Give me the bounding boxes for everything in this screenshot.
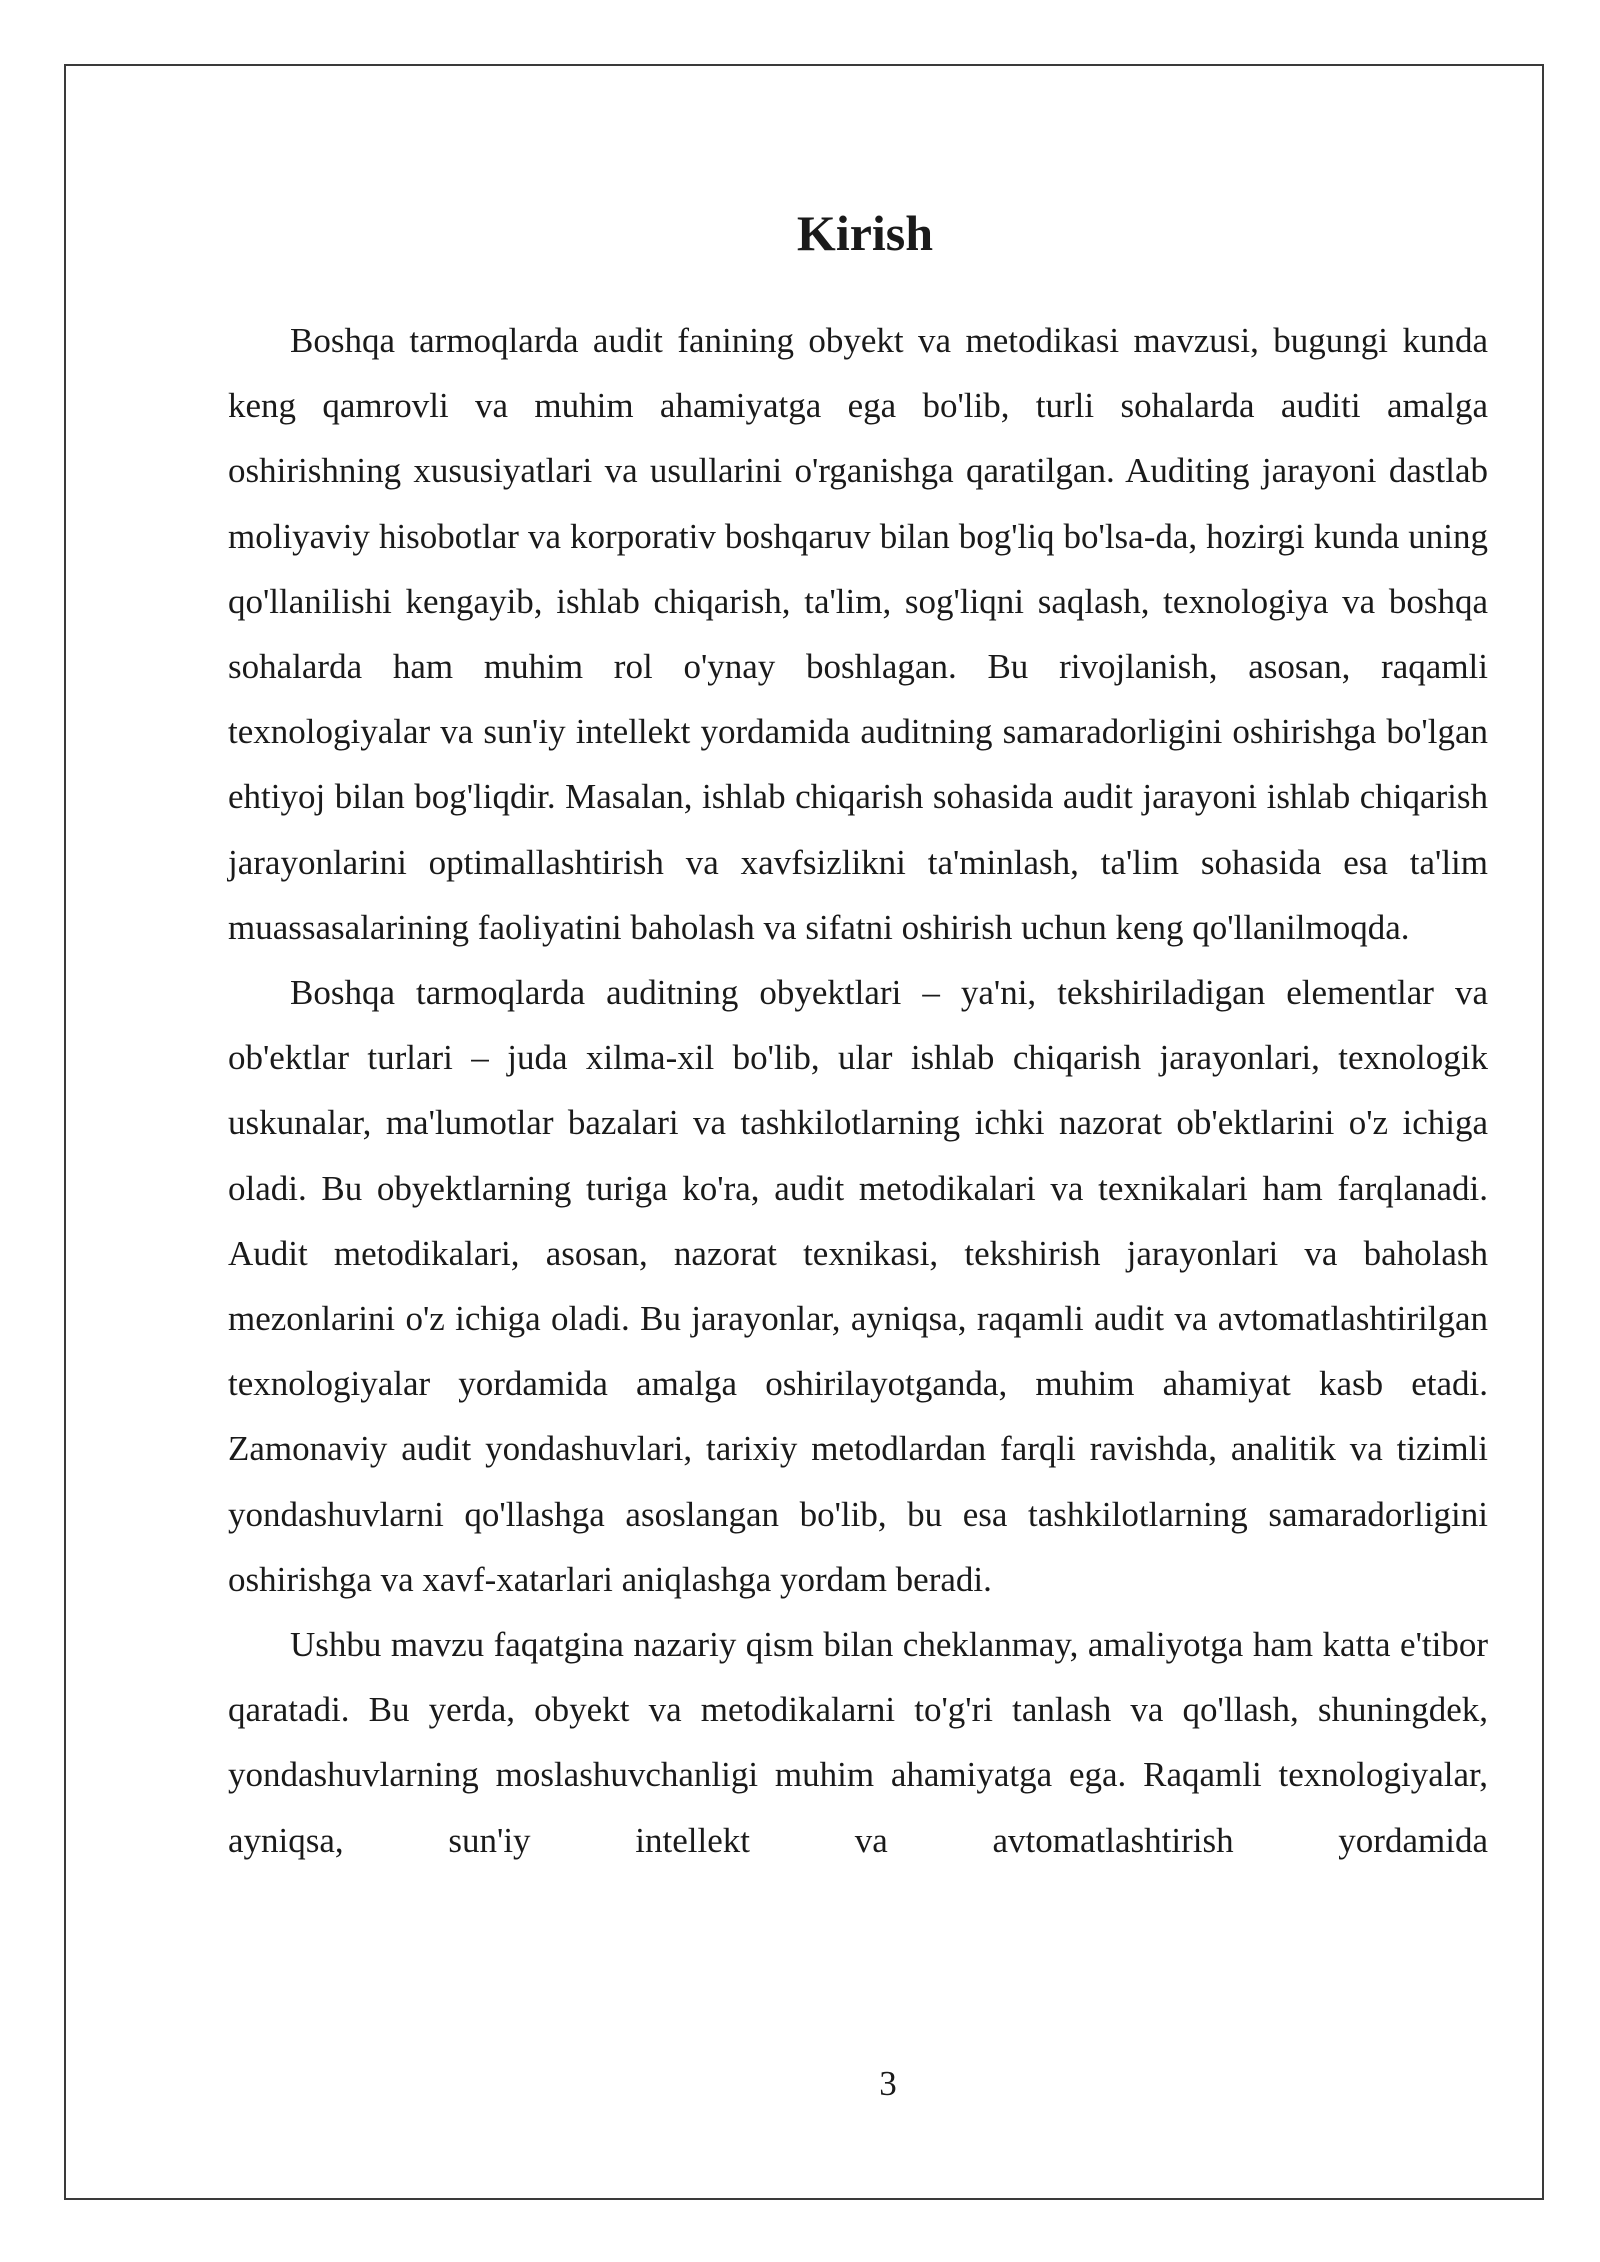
page-title: Kirish (796, 205, 934, 261)
page-content (228, 195, 1488, 1873)
paragraph-2: Boshqa tarmoqlarda auditning obyektlari – ya'ni, tekshiriladigan elementlar va ob'ektlar turlari – juda xilma-xil bo'lib, ular ishlab chiqarish jarayonlari, texnologik uskunalar, ma'lumotlar bazalari va tashkilotlarning ichki nazorat ob'ektlarini o'z ichiga oladi. Bu obyektlarning turiga ko'ra, audit metodikalari va texnikalari ham farqlanadi. Audit metodikalari, asosan, nazorat texnikasi, tekshirish jarayonlari va baholash mezonlarini o'z ichiga oladi. Bu jarayonlar, ayniqsa, raqamli audit va avtomatlashtirilgan texnologiyalar yordamida amalga oshirilayotganda, muhim ahamiyat kasb etadi. Zamonaviy audit yondashuvlari, tarixiy metodlardan farqli ravishda, analitik va tizimli yondashuvlarni qo'llashga asoslangan bo'lib, bu esa tashkilotlarning samaradorligini oshirishga va xavf-xatarlari aniqlashga yordam beradi. (228, 973, 1488, 1599)
paragraph-3: Ushbu mavzu faqatgina nazariy qism bilan cheklanmay, amaliyotga ham katta e'tibor qaratadi. Bu yerda, obyekt va metodikalarni to'g'ri tanlash va qo'llash, shuningdek, yondashuvlarning moslashuvchanligi muhim ahamiyatga ega. Raqamli texnologiyalar, ayniqsa, sun'iy intellekt va avtomatlashtirish yordamida (228, 1625, 1488, 1860)
page-number: 3 (879, 2064, 897, 2103)
paragraph-1: Boshqa tarmoqlarda audit fanining obyekt va metodikasi mavzusi, bugungi kunda keng qamrovli va muhim ahamiyatga ega bo'lib, turli sohalarda auditi amalga oshirishning xususiyatlari va usullarini o'rganishga qaratilgan. Auditing jarayoni dastlab moliyaviy hisobotlar va korporativ boshqaruv bilan bog'liq bo'lsa-da, hozirgi kunda uning qo'llanilishi kengayib, ishlab chiqarish, ta'lim, sog'liqni saqlash, texnologiya va boshqa sohalarda ham muhim rol o'ynay boshlagan. Bu rivojlanish, asosan, raqamli texnologiyalar va sun'iy intellekt yordamida auditning samaradorligini oshirishga bo'lgan ehtiyoj bilan bog'liqdir. Masalan, ishlab chiqarish sohasida audit jarayoni ishlab chiqarish jarayonlarini optimallashtirish va xavfsizlikni ta'minlash, ta'lim sohasida esa ta'lim muassasalarining faoliyatini baholash va sifatni oshirish uchun keng qo'llanilmoqda. (228, 321, 1488, 947)
